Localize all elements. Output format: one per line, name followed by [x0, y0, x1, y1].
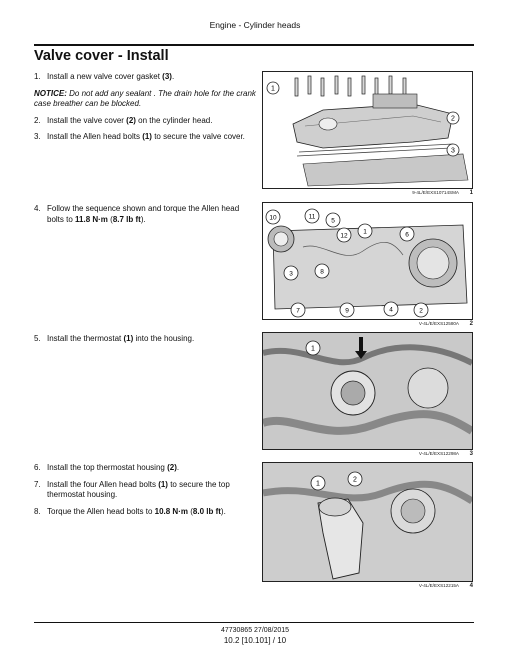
footer-page-number: 10.2 [10.101] / 10 — [223, 636, 287, 645]
callout-1: 1 — [363, 228, 367, 236]
figure-2-caption: V-4L/E/EXS12580A 2 — [418, 321, 473, 327]
running-head: Engine - Cylinder heads — [209, 20, 301, 30]
figure-3-thermostat — [262, 332, 473, 450]
callout-11: 11 — [308, 213, 316, 221]
figure-1-caption: 9-4L/E/EXS10714SMA 1 — [412, 190, 473, 196]
steps-block-1 — [34, 72, 256, 149]
step-5: 5. Install the thermostat (1) into the housing. — [34, 334, 195, 343]
figure-3-caption: V-4L/E/EXS12298A 3 — [418, 451, 473, 457]
steps-block-2 — [34, 204, 256, 231]
callout-10: 10 — [269, 214, 277, 222]
figure-4-thermostat-housing — [262, 462, 473, 582]
callout-1: 1 — [316, 480, 320, 488]
step-4: 4. Follow the sequence shown and torque the Allen head bolts to 11.8 N·m (8.7 lb ft). — [34, 204, 240, 224]
callout-4: 4 — [389, 306, 393, 314]
callout-2: 2 — [419, 307, 423, 315]
callout-5: 5 — [331, 217, 335, 225]
footer-rule — [34, 622, 474, 623]
callout-3: 3 — [451, 147, 455, 155]
page-title: Valve cover - Install — [34, 48, 169, 64]
callout-8: 8 — [320, 268, 324, 276]
callout-2: 2 — [353, 476, 357, 484]
step-7: 7. Install the four Allen head bolts (1) to secure the top thermostat housing. — [34, 479, 230, 499]
callout-7: 7 — [296, 307, 300, 315]
steps-block-3 — [34, 334, 256, 351]
step-8: 8. Torque the Allen head bolts to 10.8 N·m (8.0 lb ft). — [34, 506, 226, 516]
figure-2-torque-sequence — [262, 202, 473, 320]
callout-1: 1 — [311, 345, 315, 353]
figure-4-caption: V-4L/E/EXS12215A 4 — [418, 583, 473, 589]
callout-2: 2 — [451, 115, 455, 123]
callout-6: 6 — [405, 231, 409, 239]
step-1: 1. Install a new valve cover gasket (3). — [34, 72, 175, 81]
title-rule — [34, 44, 474, 46]
steps-block-4 — [34, 463, 256, 523]
step-3: 3. Install the Allen head bolts (1) to secure the valve cover. — [34, 132, 245, 141]
footer-doc-code: 47730865 27/08/2015 — [220, 627, 290, 634]
notice: NOTICE: Do not add any sealant . The drain hole for the crank case breather can be blocked. — [34, 88, 256, 108]
figure-1-valve-cover-exploded — [262, 71, 473, 189]
callout-9: 9 — [345, 307, 349, 315]
step-2: 2. Install the valve cover (2) on the cylinder head. — [34, 115, 213, 125]
callout-12: 12 — [340, 232, 348, 240]
callout-3: 3 — [289, 270, 293, 278]
step-6: 6. Install the top thermostat housing (2). — [34, 463, 180, 472]
callout-1: 1 — [271, 85, 275, 93]
